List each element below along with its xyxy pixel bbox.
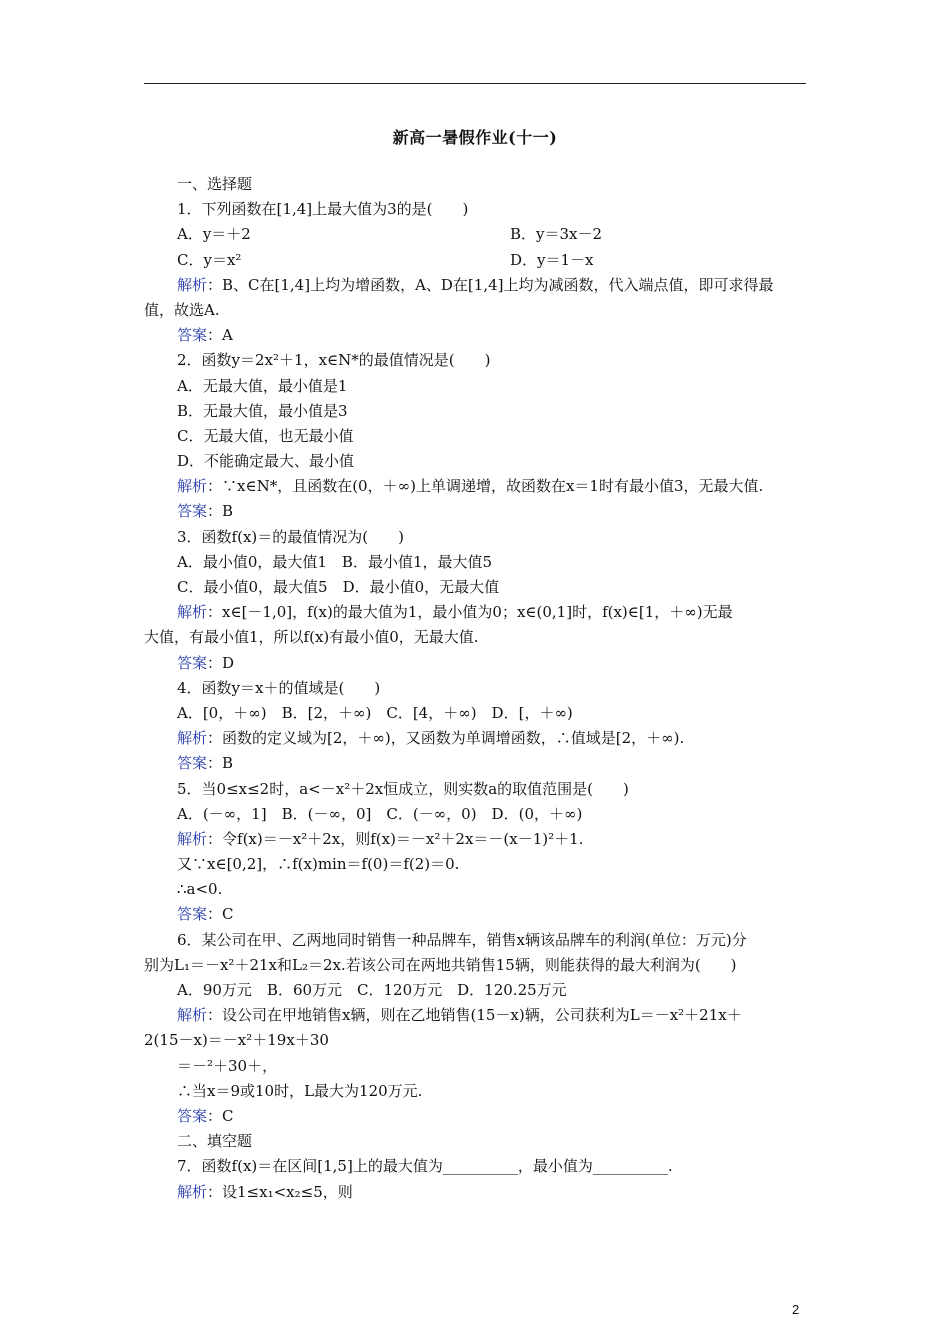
answer-label: 答案: [177, 653, 208, 672]
q3-answer: [144, 651, 809, 676]
q6-analysis-line3: ＝－²＋30＋，: [177, 1056, 278, 1075]
q7-analysis-line1: [144, 1180, 809, 1205]
q2-answer-value: ：B: [207, 502, 234, 521]
q3-stem: 3．函数f(x)＝的最值情况为( ): [177, 527, 404, 546]
q2-option-b: B．无最大值，最小值是3: [177, 401, 348, 420]
q4-analysis-text-1: ：函数的定义域为[2，＋∞)，又函数为单调增函数，∴值域是[2，＋∞).: [207, 729, 685, 748]
q1-stem: 1．下列函数在[1,4]上最大值为3的是( ): [177, 200, 469, 219]
q1-option-a: A．y＝＋2: [177, 225, 251, 244]
q5-stem: 5．当0≤x≤2时，a<－x²＋2x恒成立，则实数a的取值范围是( ): [177, 779, 629, 798]
q5-analysis-text-1: ：令f(x)＝－x²＋2x，则f(x)＝－x²＋2x＝－(x－1)²＋1.: [207, 829, 584, 848]
q2-analysis-line1: [144, 474, 809, 499]
q3-analysis-text-1: ：x∈[－1,0]，f(x)的最大值为1，最小值为0；x∈(0,1]时，f(x)∈[1，＋∞)无最: [207, 603, 733, 622]
q1-analysis-text-1: ：B、C在[1,4]上均为增函数，A、D在[1,4]上均为减函数，代入端点值，即可求得最: [207, 275, 774, 294]
q3-analysis-line1: [144, 600, 809, 625]
q6-analysis-line2: 2(15－x)＝－x²＋19x＋30: [144, 1031, 329, 1050]
analysis-label: 解析: [177, 729, 208, 748]
q4-stem: 4．函数y＝x＋的值域是( ): [177, 678, 381, 697]
q6-options: A．90万元 B．60万元 C．120万元 D．120.25万元: [177, 981, 567, 999]
q1-option-b: B．y＝3x－2: [510, 225, 603, 244]
q4-analysis-line1: [144, 726, 809, 751]
q1-answer-value: ：A: [207, 326, 233, 345]
q3-options-cd: C．最小值0，最大值5 D．最小值0，无最大值: [177, 578, 500, 596]
q1-option-d: D．y＝1－x: [510, 250, 594, 269]
q5-answer-value: ：C: [207, 905, 234, 924]
q2-analysis-text-1: ：∵x∈N*，且函数在(0，＋∞)上单调递增，故函数在x＝1时有最小值3，无最大值.: [207, 477, 764, 496]
q1-analysis-line2: 值，故选A.: [144, 300, 220, 319]
q2-answer: [144, 499, 809, 524]
analysis-label: 解析: [177, 275, 208, 294]
q6-analysis-text-1: ：设公司在甲地销售x辆，则在乙地销售(15－x)辆，公司获利为L＝－x²＋21x＋: [207, 1006, 742, 1025]
q6-analysis-line4: ∴当x＝9或10时，L最大为120万元.: [177, 1081, 423, 1100]
page-number: 2: [792, 1302, 800, 1317]
q5-analysis-line2: 又∵x∈[0,2]，∴f(x)min＝f(0)＝f(2)＝0.: [177, 855, 460, 874]
q1-option-c: C．y＝x²: [177, 250, 242, 269]
page-title: 新高一暑假作业(十一): [392, 128, 558, 147]
q6-stem-line2: 别为L₁＝－x²＋21x和L₂＝2x.若该公司在两地共销售15辆，则能获得的最大利润为( ): [144, 955, 737, 974]
q3-analysis-line2: 大值，有最小值1，所以f(x)有最小值0，无最大值.: [144, 628, 479, 647]
q3-answer-value: ：D: [207, 653, 235, 672]
q5-options: A．(－∞，1] B．(－∞，0] C．(－∞，0) D．(0，＋∞): [177, 804, 583, 823]
q7-analysis-text-1: ：设1≤x₁<x₂≤5，则: [207, 1182, 353, 1201]
q7-stem: 7．函数f(x)＝在区间[1,5]上的最大值为__________，最小值为__________.: [177, 1157, 673, 1176]
q5-analysis-line3: ∴a<0.: [177, 880, 223, 899]
analysis-label: 解析: [177, 1006, 208, 1025]
q2-option-d: D．不能确定最大、最小值: [177, 452, 355, 471]
q2-option-a: A．无最大值，最小值是1: [177, 376, 348, 395]
q4-options: A．[0，＋∞) B．[2，＋∞) C．[4，＋∞) D．[，＋∞): [177, 703, 573, 722]
answer-label: 答案: [177, 502, 208, 521]
analysis-label: 解析: [177, 477, 208, 496]
q4-answer: [144, 751, 809, 776]
q6-answer: [144, 1104, 809, 1129]
q1-options-cd: [144, 248, 809, 273]
q5-answer: [144, 902, 809, 927]
analysis-label: 解析: [177, 829, 208, 848]
header-rule: [144, 83, 806, 84]
section-heading-choice: 一、选择题: [177, 175, 253, 193]
q1-analysis-line1: [144, 273, 809, 298]
q1-answer: [144, 323, 809, 348]
q2-option-c: C．无最大值，也无最小值: [177, 426, 354, 445]
q2-stem: 2．函数y＝2x²＋1，x∈N*的最值情况是( ): [177, 351, 491, 370]
q3-options-ab: A．最小值0，最大值1 B．最小值1，最大值5: [177, 552, 493, 571]
q1-options-ab: [144, 222, 809, 247]
q5-analysis-line1: [144, 827, 809, 852]
answer-label: 答案: [177, 1106, 208, 1125]
answer-label: 答案: [177, 905, 208, 924]
q6-stem-line1: 6．某公司在甲、乙两地同时销售一种品牌车，销售x辆该品牌车的利润(单位：万元)分: [177, 930, 747, 949]
answer-label: 答案: [177, 754, 208, 773]
analysis-label: 解析: [177, 603, 208, 622]
analysis-label: 解析: [177, 1182, 208, 1201]
document-body: [144, 172, 809, 1205]
section-heading-fill: 二、填空题: [177, 1132, 253, 1151]
q6-answer-value: ：C: [207, 1106, 234, 1125]
answer-label: 答案: [177, 326, 208, 345]
q4-answer-value: ：B: [207, 754, 234, 773]
q6-analysis-line1: [144, 1003, 809, 1028]
